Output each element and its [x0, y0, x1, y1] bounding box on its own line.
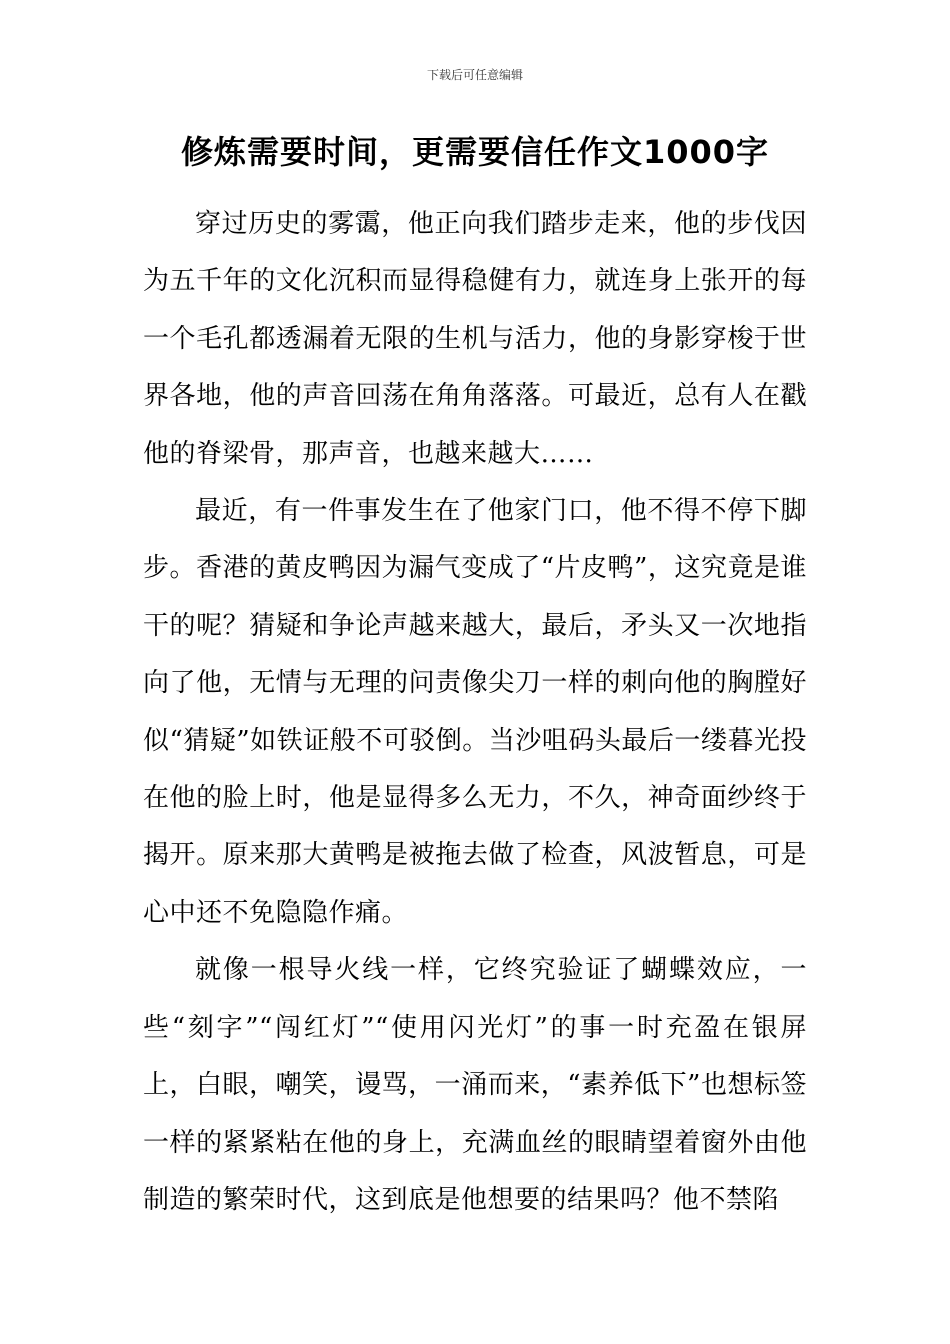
paragraph-1: 穿过历史的雾霭，他正向我们踏步走来，他的步伐因为五千年的文化沉积而显得稳健有力，就连身上张开的每一个毛孔都透漏着无限的生机与活力，他的身影穿梭于世界各地，他的声音回荡在角角落落。可最近，总有人在戳他的脊梁骨，那声音，也越来越大…… — [143, 209, 807, 469]
header-note: 下载后可任意编辑 — [426, 68, 523, 82]
paragraph-2: 最近，有一件事发生在了他家门口，他不得不停下脚步。香港的黄皮鸭因为漏气变成了“片皮鸭”，这究竟是谁干的呢？猜疑和争论声越来越大，最后，矛头又一次地指向了他，无情与无理的问责像尖刀一样的刺向他的胸膛好似“猜疑”如铁证般不可驳倒。当沙咀码头最后一缕暮光投在他的脸上时，他是显得多么无力，不久，神奇面纱终于揭开。原来那大黄鸭是被拖去做了检查，风波暂息，可是心中还不免隐隐作痛。 — [143, 496, 807, 928]
document-body — [143, 196, 807, 1229]
document-title: 修炼需要时间，更需要信任作文1000字 — [180, 133, 770, 171]
paragraph-3: 就像一根导火线一样，它终究验证了蝴蝶效应，一些“刻字”“闯红灯”“使用闪光灯”的事一时充盈在银屏上，白眼，嘲笑，谩骂，一涌而来，“素养低下”也想标签一样的紧紧粘在他的身上，充满血丝的眼睛望着窗外由他制造的繁荣时代，这到底是他想要的结果吗？他不禁陷 — [143, 955, 807, 1215]
